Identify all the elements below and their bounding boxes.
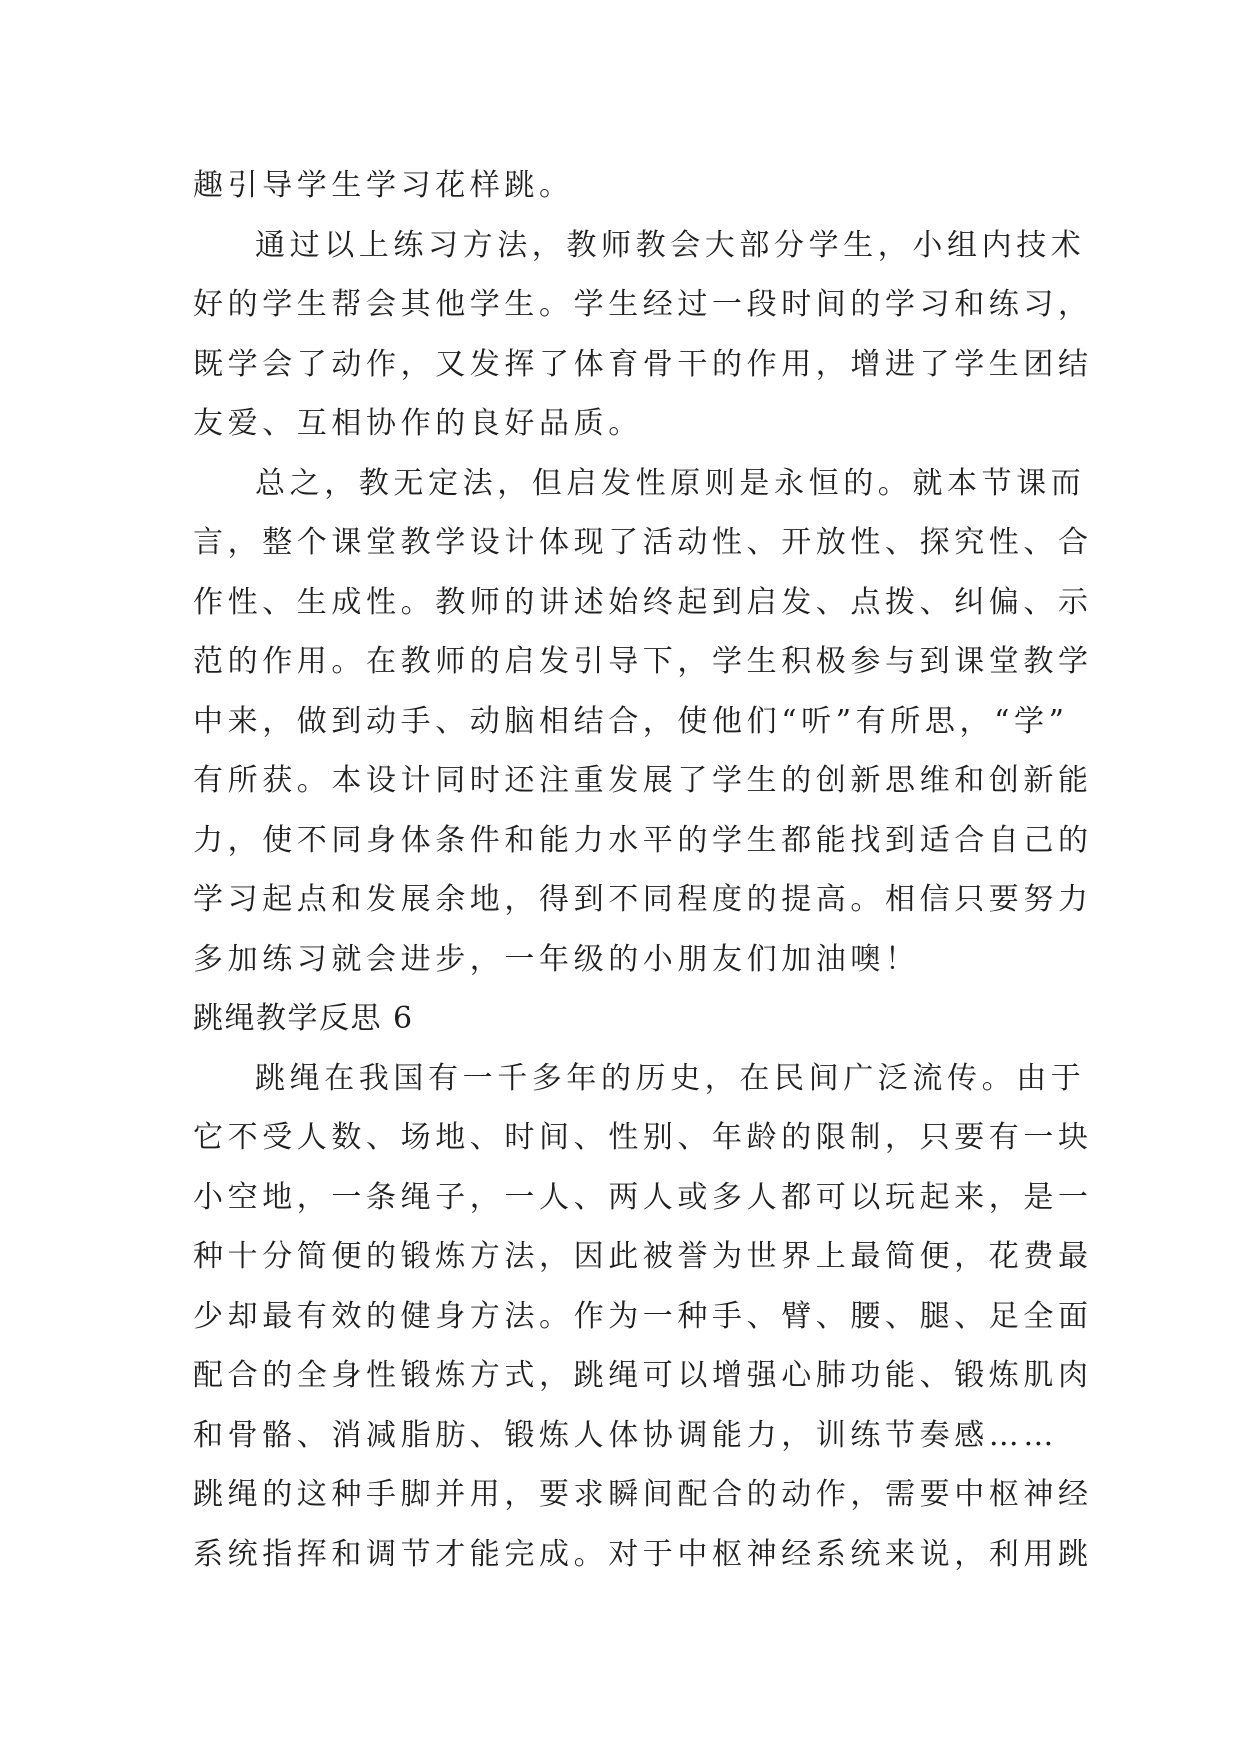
paragraph-line: 作性、生成性。教师的讲述始终起到启发、点拨、纠偏、示	[193, 584, 1093, 620]
paragraph-line: 通过以上练习方法，教师教会大部分学生，小组内技术	[255, 227, 1086, 263]
paragraph-line: 配合的全身性锻炼方式，跳绳可以增强心肺功能、锻炼肌肉	[193, 1358, 1093, 1393]
section-heading: 跳绳教学反思 6	[193, 1001, 414, 1036]
paragraph-line: 范的作用。在教师的启发引导下，学生积极参与到课堂教学	[193, 644, 1093, 679]
paragraph-line: 有所获。本设计同时还注重发展了学生的创新思维和创新能	[193, 763, 1093, 798]
paragraph-line: 种十分简便的锻炼方法，因此被誉为世界上最简便，花费最	[193, 1239, 1093, 1274]
paragraph-line: 多加练习就会进步，一年级的小朋友们加油噢！	[193, 941, 920, 977]
paragraph-line: 和骨骼、消减脂肪、锻炼人体协调能力，训练节奏感……	[193, 1417, 1058, 1453]
paragraph-line: 趣引导学生学习花样跳。	[193, 168, 574, 203]
paragraph-line: 好的学生帮会其他学生。学生经过一段时间的学习和练习，	[193, 287, 1093, 322]
paragraph-line: 系统指挥和调节才能完成。对于中枢神经系统来说，利用跳	[193, 1536, 1093, 1572]
paragraph-line: 它不受人数、场地、时间、性别、年龄的限制，只要有一块	[193, 1120, 1093, 1155]
document-body	[193, 156, 1093, 1584]
paragraph-line: 友爱、互相协作的良好品质。	[193, 406, 643, 441]
paragraph-line: 既学会了动作，又发挥了体育骨干的作用，增进了学生团结	[193, 346, 1093, 382]
paragraph-line: 力，使不同身体条件和能力水平的学生都能找到适合自己的	[193, 822, 1093, 858]
paragraph-line: 小空地，一条绳子，一人、两人或多人都可以玩起来，是一	[193, 1179, 1093, 1215]
paragraph-line: 总之，教无定法，但启发性原则是永恒的。就本节课而	[255, 465, 1086, 501]
paragraph-line: 中来，做到动手、动脑相结合，使他们“听”有所思，“学”	[193, 703, 1069, 739]
paragraph-line: 跳绳的这种手脚并用，要求瞬间配合的动作，需要中枢神经	[193, 1477, 1093, 1512]
paragraph-line: 言，整个课堂教学设计体现了活动性、开放性、探究性、合	[193, 525, 1093, 560]
paragraph-line: 跳绳在我国有一千多年的历史，在民间广泛流传。由于	[255, 1060, 1086, 1096]
paragraph-line: 少却最有效的健身方法。作为一种手、臂、腰、腿、足全面	[193, 1298, 1093, 1334]
paragraph-line: 学习起点和发展余地，得到不同程度的提高。相信只要努力	[193, 882, 1093, 917]
